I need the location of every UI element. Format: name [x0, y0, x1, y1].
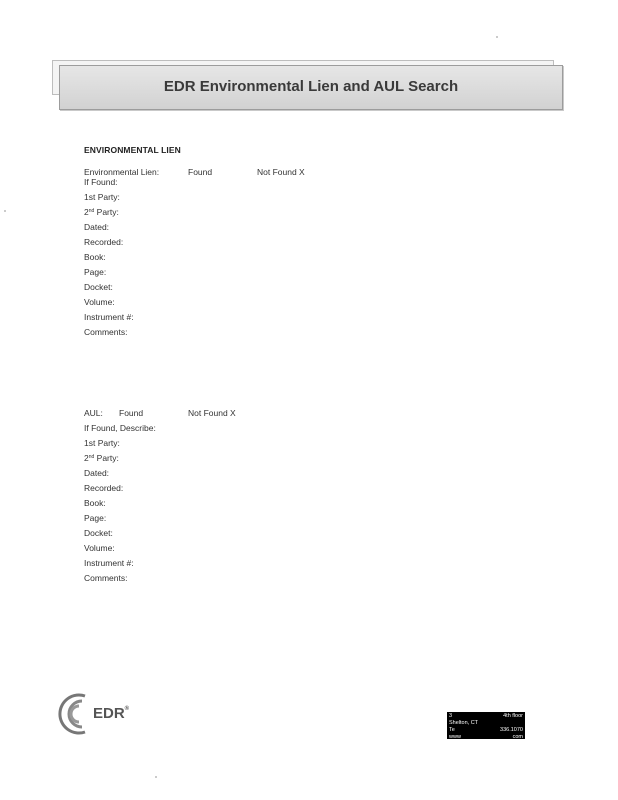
- lien-status-label: Environmental Lien:: [84, 167, 160, 177]
- scan-speck: [4, 210, 6, 212]
- stamp-line: Te 336.1070: [449, 727, 523, 733]
- lien-field-label: Docket:: [84, 282, 113, 292]
- aul-not-found-label: Not Found X: [188, 408, 236, 418]
- aul-field-label: Dated:: [84, 468, 110, 478]
- aul-field-label: 1st Party:: [84, 438, 120, 448]
- aul-field-label: Recorded:: [84, 483, 124, 493]
- aul-field-label: Instrument #:: [84, 558, 134, 568]
- scan-speck: [496, 36, 498, 38]
- lien-field-label: Page:: [84, 267, 107, 277]
- lien-field-label: 1st Party:: [84, 192, 120, 202]
- aul-field-label: Page:: [84, 513, 107, 523]
- lien-field-label: Volume:: [84, 297, 115, 307]
- aul-field-label: 2nd Party:: [84, 453, 119, 463]
- lien-found-label: Found: [188, 167, 213, 177]
- edr-logo-text: EDR®: [93, 705, 130, 722]
- aul-field-label: Book:: [84, 498, 106, 508]
- page-title: EDR Environmental Lien and AUL Search: [163, 78, 459, 95]
- lien-field-label: 2nd Party:: [84, 207, 119, 217]
- lien-field-label: Dated:: [84, 222, 110, 232]
- lien-not-found-label: Not Found X: [257, 167, 305, 177]
- aul-field-label: Comments:: [84, 573, 128, 583]
- lien-section-title: ENVIRONMENTAL LIEN: [84, 145, 181, 155]
- aul-field-label: Docket:: [84, 528, 113, 538]
- stamp-line: Shelton, CT: [449, 720, 479, 726]
- lien-field-label: If Found:: [84, 177, 118, 187]
- lien-field-label: Book:: [84, 252, 106, 262]
- edr-swoosh-icon: [55, 690, 95, 738]
- stamp-line: www com: [449, 734, 523, 740]
- lien-field-label: Instrument #:: [84, 312, 134, 322]
- edr-logo: [55, 690, 145, 738]
- aul-status-label: AUL:: [84, 408, 103, 418]
- header-banner: [59, 65, 563, 110]
- lien-field-label: Comments:: [84, 327, 128, 337]
- scan-speck: [155, 776, 157, 778]
- aul-found-label: Found: [119, 408, 144, 418]
- lien-field-label: Recorded:: [84, 237, 124, 247]
- address-stamp: [447, 712, 525, 739]
- stamp-line: 3 4th floor: [449, 713, 523, 719]
- lien-status-row: [84, 167, 305, 177]
- aul-field-label: If Found, Describe:: [84, 423, 156, 433]
- aul-field-label: Volume:: [84, 543, 115, 553]
- aul-status-row: [84, 408, 236, 418]
